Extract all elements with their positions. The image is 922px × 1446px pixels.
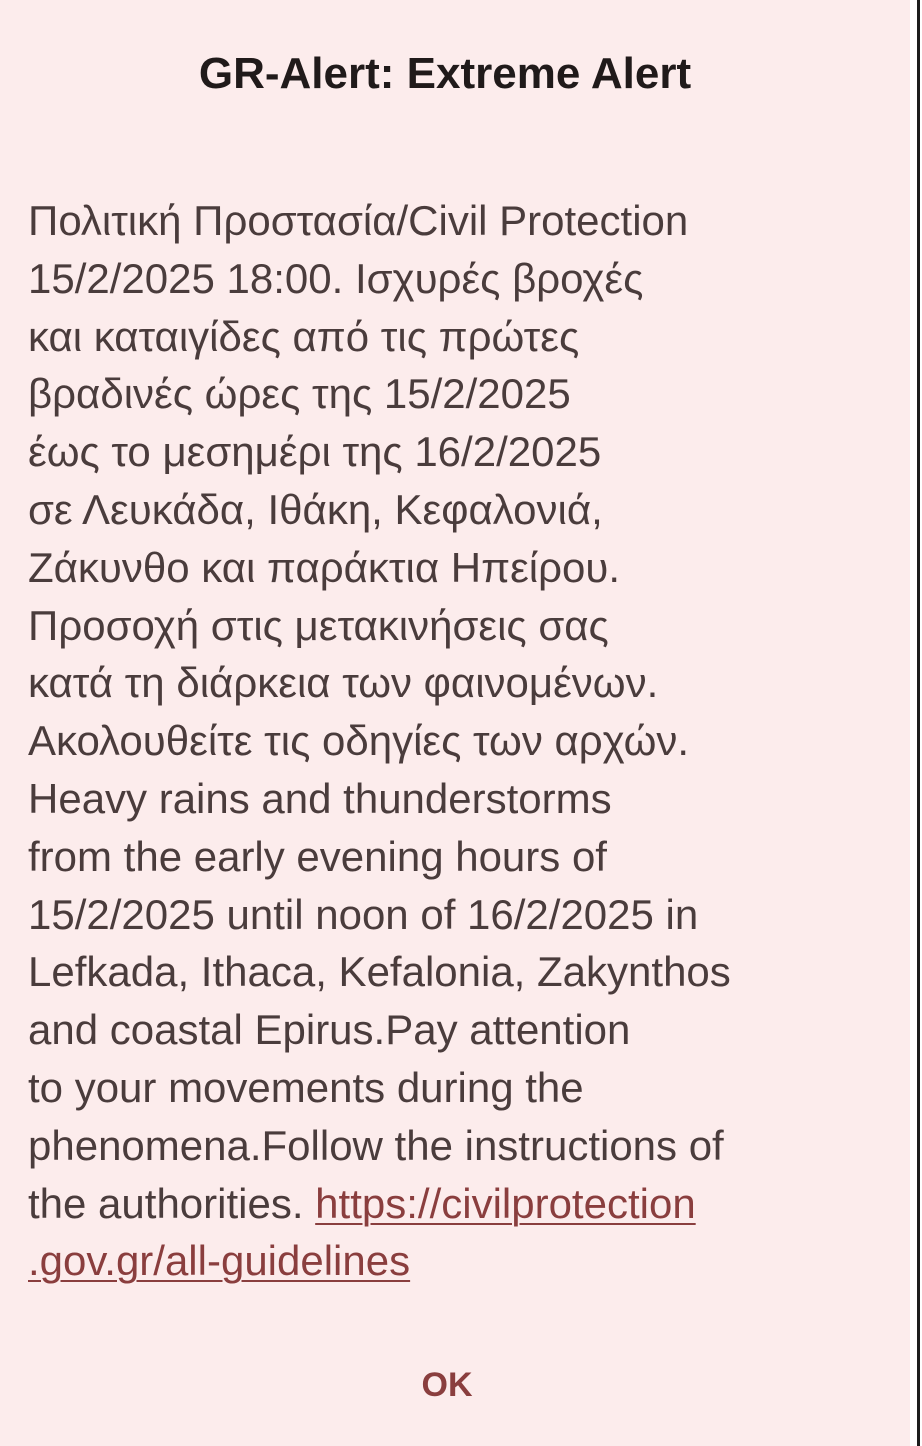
alert-message	[28, 192, 908, 1290]
guidelines-link-end[interactable]: .gov.gr/all-guidelines	[28, 1237, 411, 1285]
message-line-link	[28, 1232, 908, 1290]
message-line: Ζάκυνθο και παράκτια Ηπείρου.	[28, 543, 621, 591]
guidelines-link-start[interactable]: https://civilprotection	[315, 1179, 696, 1227]
message-line: Heavy rains and thunderstorms	[28, 774, 612, 822]
message-line: κατά τη διάρκεια των φαινομένων.	[28, 659, 659, 707]
ok-button[interactable]: OK	[405, 1356, 489, 1414]
message-line-last	[28, 1175, 908, 1233]
message-text: the authorities.	[28, 1179, 316, 1227]
message-line: from the early evening hours of	[28, 832, 607, 880]
dialog-title: GR-Alert: Extreme Alert	[198, 49, 692, 98]
message-line: Lefkada, Ithaca, Kefalonia, Zakynthos	[28, 948, 731, 996]
message-line: και καταιγίδες από τις πρώτες	[28, 312, 580, 360]
message-line: 15/2/2025 until noon of 16/2/2025 in	[28, 890, 699, 938]
message-line: έως το μεσημέρι της 16/2/2025	[28, 428, 602, 476]
message-line: Προσοχή στις μετακινήσεις σας	[28, 601, 609, 649]
message-line: Ακολουθείτε τις οδηγίες των αρχών.	[28, 717, 690, 765]
message-line: σε Λευκάδα, Ιθάκη, Κεφαλονιά,	[28, 485, 603, 533]
message-line: βραδινές ώρες της 15/2/2025	[28, 370, 571, 418]
edge-divider	[917, 0, 920, 1446]
message-line: to your movements during the	[28, 1063, 584, 1111]
message-line: phenomena.Follow the instructions of	[28, 1121, 724, 1169]
message-line: Πολιτική Προστασία/Civil Protection	[28, 197, 689, 244]
message-line: 15/2/2025 18:00. Ισχυρές βροχές	[28, 254, 644, 302]
screen-edge	[910, 0, 922, 1446]
message-line: and coastal Epirus.Pay attention	[28, 1006, 631, 1054]
